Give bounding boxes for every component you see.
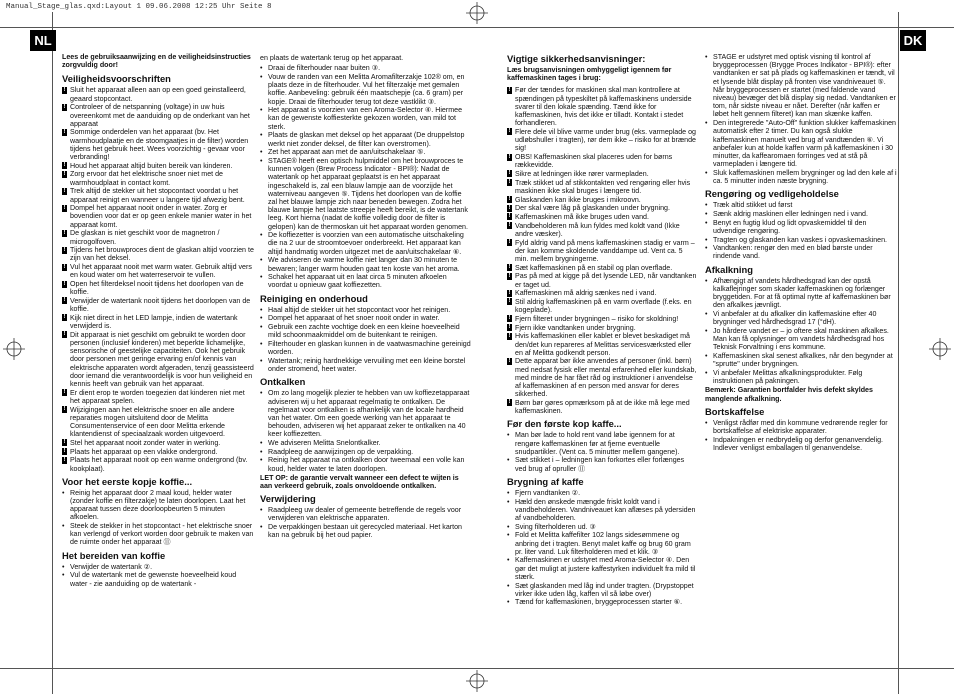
bullet-icon: •	[260, 305, 263, 314]
item-text: Jo hårdere vandet er – jo oftere skal maskinen afkalkes. Man kan få oplysninger om vandets hårdhedsgrad hos Teknisk Forvaltning i ens kommune.	[713, 326, 889, 352]
bullet-icon: •	[260, 439, 263, 448]
bullet-item	[260, 273, 472, 289]
section-heading: Verwijdering	[260, 493, 316, 505]
safety-item	[62, 204, 255, 229]
bullet-item	[507, 556, 697, 581]
item-text: OBS! Kaffemaskinen skal placeres uden for børns rækkevidde.	[515, 153, 673, 170]
bullet-item	[507, 523, 697, 531]
item-text: Het apparaat is voorzien van een Aroma-Selector ④. Hiermee kan de gewenste koffiesterkte gekozen worden, van mild tot sterk.	[268, 106, 463, 131]
safety-item	[507, 324, 697, 332]
safety-item	[62, 331, 255, 388]
item-text: Tijdens het brouwproces dient de glaskan altijd voorzien te zijn van het deksel.	[70, 246, 254, 263]
warning-icon: !	[508, 357, 511, 364]
safety-item	[507, 272, 697, 288]
item-text: Dompel het apparaat nooit onder in water. Zorg er bovendien voor dat er op geen enkele manier water in het apparaat komt.	[70, 204, 252, 229]
warning-icon: !	[63, 187, 66, 194]
bullet-item	[260, 231, 472, 256]
bullet-icon: •	[507, 598, 510, 607]
file-header: Manual_Stage_glas.qxd:Layout 1 09.06.2008 12:25 Uhr Seite 8	[6, 3, 272, 11]
item-text: De verpakkingen bestaan uit gerecycled materiaal. Het karton kan na gebruik bij het oud papier.	[268, 523, 463, 540]
bullet-item	[260, 131, 472, 147]
item-text: Trek altijd de stekker uit het stopcontact voordat u het apparaat reinigt en wanneer u langere tijd afwezig bent.	[70, 187, 245, 204]
warning-icon: !	[63, 456, 66, 463]
bullet-item	[705, 277, 897, 310]
item-text: Sommige onderdelen van het apparaat (bv. Het warmhoudplaatje en de stoomgaatjes in de filter) worden tijdens het gebruik heet. Wees voorzichtig - gevaar voor verbranding!	[70, 128, 249, 162]
bullet-icon: •	[260, 456, 263, 465]
safety-item	[507, 222, 697, 238]
section-heading: Ontkalken	[260, 376, 306, 388]
warning-icon: !	[63, 406, 66, 413]
item-text: Vi anbefaler at du afkalker din kaffemaskine efter 40 brygninger ved hårdhedsgrad 17 (°dH).	[713, 309, 877, 327]
item-text: Watertank; reinig hardnekkige vervuiling met een kleine borstel onder stromend, heet water.	[268, 356, 466, 374]
item-text: Om zo lang mogelijk plezier te hebben van uw koffiezetapparaat adviseren wij u het apparaat regelmatig te ontkalken. De regelmaat voor ontkalken is afhankelijk van de locale hardheid van het water. Om een goede werking van het apparaat te behouden, adviseren wij het apparaat zeker te ontkalken na 40 keer koffiezetten.	[268, 389, 470, 439]
bullet-icon: •	[705, 168, 708, 177]
warning-icon: !	[508, 86, 511, 93]
warning-icon: !	[508, 213, 511, 220]
bullet-icon: •	[260, 506, 263, 515]
bullet-icon: •	[705, 119, 708, 128]
section-heading: Reiniging en onderhoud	[260, 292, 368, 304]
bullet-item	[260, 73, 472, 106]
safety-item	[507, 357, 697, 398]
bullet-icon: •	[260, 273, 263, 282]
bullet-item	[260, 523, 472, 539]
safety-item	[507, 204, 697, 212]
bullet-item	[260, 256, 472, 272]
safety-item	[62, 389, 255, 405]
bullet-icon: •	[260, 314, 263, 323]
item-text: Raadpleeg de aanwijzingen op de verpakking.	[268, 447, 414, 456]
registration-mark-icon	[466, 2, 488, 24]
safety-item	[62, 128, 255, 161]
safety-item	[507, 298, 697, 314]
safety-item	[62, 229, 255, 245]
safety-item	[507, 170, 697, 178]
item-text: Tænd for kaffemaskinen, bryggeprocessen starter ⑥.	[515, 598, 683, 607]
bullet-item	[260, 439, 472, 447]
section-heading: Rengøring og vedligeholdelse	[705, 188, 839, 200]
item-text: Sluit het apparaat alleen aan op een goed geinstalleerd, geaard stopcontact.	[70, 86, 246, 103]
top-trim-line	[0, 27, 954, 28]
item-text: Sikre at ledningen ikke rører varmepladen.	[515, 169, 649, 178]
bullet-item	[705, 369, 897, 385]
section-heading: Bortskaffelse	[705, 405, 765, 417]
item-text: Fjern filteret under brygningen – risiko for skoldning!	[515, 314, 679, 323]
safety-item	[507, 153, 697, 169]
bullet-item	[705, 244, 897, 260]
warning-icon: !	[63, 448, 66, 455]
bullet-icon: •	[705, 368, 708, 377]
bullet-item	[507, 489, 697, 497]
item-text: Dit apparaat is niet geschikt om gebruikt te worden door personen (inclusief kinderen) met beperkte lichamelijke, sensorische of geestelijke capaciteiten. Ook het gebruik door personen met geringe ervaring en/of kennis van elektrische apparaten wordt afgeraden, tenzij geassisteerd door iemand die verantwoordelijk is voor hun veiligheid en kennis heeft van gebruik van het apparaat.	[70, 330, 254, 389]
safety-item	[62, 86, 255, 102]
bullet-icon: •	[705, 309, 708, 318]
safety-item	[62, 187, 255, 203]
warning-icon: !	[508, 179, 511, 186]
paragraph: LET OP: de garantie vervalt wanneer een defect te wijten is aan verkeerd gebruik, zoals onvoldoende ontkalken.	[260, 473, 459, 491]
bullet-icon: •	[705, 352, 708, 360]
bullet-icon: •	[260, 231, 263, 240]
item-text: Træk altid stikket ud først	[713, 201, 793, 210]
item-text: Kaffemaskinen må aldrig sænkes ned i vand.	[515, 289, 657, 298]
warning-icon: !	[63, 314, 66, 321]
language-tab-dk: DK	[900, 30, 926, 51]
warning-icon: !	[508, 332, 511, 339]
bullet-icon: •	[507, 431, 510, 440]
item-text: Fyld aldrig vand på mens kaffemaskinen stadig er varm – der kan komme skoldende vanddampe ud. Vent ca. 5 min. mellem brygningerne.	[515, 238, 695, 263]
item-text: Er dient erop te worden toegezien dat kinderen niet met het apparaat spelen.	[70, 388, 245, 405]
item-text: Før der tændes for maskinen skal man kontrollere at spændingen på typeskiltet på kaffemaskinens underside svarer til den lokale spænding. Tænd ikke for kaffemaskinen, hvis det ikke er tilladt. Kontakt i stedet forhandleren.	[515, 86, 692, 128]
item-text: Hæld den ønskede mængde friskt koldt vand i vandbeholderen. Vandniveauet kan aflæses på ydersiden af vandbeholderen.	[515, 497, 696, 522]
item-text: Plaats het apparaat op een vlakke ondergrond.	[70, 447, 218, 456]
bullet-item	[705, 169, 897, 185]
item-text: Plaats het apparaat nooit op een warme ondergrond (bv. kookplaat).	[70, 456, 248, 473]
safety-item	[62, 103, 255, 128]
safety-item	[62, 406, 255, 439]
safety-item	[507, 196, 697, 204]
bullet-item	[260, 340, 472, 356]
bullet-item	[507, 598, 697, 606]
bullet-icon: •	[62, 571, 65, 580]
bullet-item	[260, 64, 472, 72]
registration-mark-icon	[929, 338, 951, 360]
warning-icon: !	[63, 162, 66, 169]
safety-item	[62, 246, 255, 262]
safety-item	[507, 332, 697, 357]
item-text: Steek de stekker in het stopcontact - het elektrische snoer kan verlengd of verkort worden door gebruik te maken van de ruimte onder het apparaat ⑪	[70, 522, 254, 547]
safety-item	[62, 170, 255, 186]
bullet-icon: •	[705, 244, 708, 253]
item-text: Benyt en fugtig klud og lidt opvaskemiddel til den udvendige rengøring.	[713, 218, 867, 235]
item-text: Zet het apparaat aan met de aan/uitschakelaar ⑤.	[268, 148, 426, 157]
bullet-item	[260, 314, 472, 322]
registration-mark-icon	[466, 670, 488, 692]
bullet-icon: •	[260, 447, 263, 456]
column-dk-left	[507, 50, 697, 667]
warning-icon: !	[508, 128, 511, 135]
warning-icon: !	[63, 389, 66, 396]
warning-icon: !	[63, 263, 66, 270]
bullet-item	[260, 506, 472, 522]
bullet-item	[260, 157, 472, 231]
bullet-item	[705, 219, 897, 235]
item-text: Plaats de glaskan met deksel op het apparaat (De druppelstop werkt niet zonder deksel, de filter kan overstromen).	[268, 131, 465, 148]
warning-icon: !	[63, 297, 66, 304]
safety-item	[507, 86, 697, 127]
warning-icon: !	[63, 280, 66, 287]
warning-icon: !	[508, 196, 511, 203]
item-text: We adviseren de warme koffie niet langer dan 30 minuten te bewaren; langer warm houden gaat ten koste van het aroma.	[268, 256, 460, 273]
item-text: Raadpleeg uw dealer of gemeente betreffende de regels voor verwijderen van elektrische apparaten.	[268, 506, 462, 523]
warning-icon: !	[508, 399, 511, 406]
item-text: STAGE er udstyret med optisk visning til kontrol af bryggeprocessen (Brygge Proces Indikator - BPI®): efter vandtanken er sat på plads og kaffemaskinen er tændt, vil et lysende blåt display på fronten vise vandniveauet ⑤. Når bryggeprocessen er startet (med faldende vand niveau) bevæger det blå display sig nedad. Vandtanken er tom, når sidste niveau er nået. Derefter (når kaffen er løbet helt gennem filteret) kan man skænke kaffen.	[713, 53, 896, 119]
warning-icon: !	[508, 204, 511, 211]
item-text: Vul de watertank met de gewenste hoeveelheid koud water - zie aanduiding op de watertank -	[70, 571, 237, 588]
section-heading: Før den første kop kaffe...	[507, 418, 622, 430]
column-dk-right	[705, 53, 897, 667]
bullet-item	[705, 210, 897, 218]
bullet-icon: •	[705, 218, 708, 227]
section-heading: Brygning af kaffe	[507, 475, 584, 487]
item-text: Verwijder de watertank nooit tijdens het doorlopen van de koffie.	[70, 296, 251, 314]
bullet-item	[705, 436, 897, 452]
warning-icon: !	[508, 298, 511, 305]
bullet-icon: •	[507, 556, 510, 565]
safety-item	[62, 456, 255, 472]
item-text: Børn bør gøres opmærksom på at de ikke må lege med kaffemaskinen.	[515, 398, 690, 416]
item-text: Fjern ikke vandtanken under brygning.	[515, 323, 636, 332]
bullet-icon: •	[260, 340, 263, 348]
item-text: Vi anbefaler Melittas afkalkningsprodukter. Følg instruktionen på pakningen.	[713, 368, 863, 386]
bullet-item	[705, 352, 897, 368]
bullet-icon: •	[507, 488, 510, 497]
item-text: Venligst rådfør med din kommune vedrørende regler for bortskaffelse af elektriske apparater.	[713, 418, 888, 435]
safety-item	[507, 179, 697, 195]
bullet-icon: •	[507, 522, 510, 531]
bullet-icon: •	[507, 456, 510, 465]
bullet-item	[705, 236, 897, 244]
item-text: Open het filterdeksel nooit tijdens het doorlopen van de koffie.	[70, 280, 244, 297]
item-text: Dompel het apparaat of het snoer nooit onder in water.	[268, 314, 440, 323]
item-text: Sving filterholderen ud. ③	[515, 522, 596, 531]
bullet-icon: •	[705, 435, 708, 444]
bullet-item	[507, 431, 697, 456]
bullet-item	[62, 489, 255, 522]
bottom-trim-line	[0, 668, 954, 669]
item-text: Vul het apparaat nooit met warm water. Gebruik altijd vers en koud water om het waterreservoir te vullen.	[70, 263, 252, 280]
safety-item	[62, 314, 255, 330]
bullet-item	[260, 306, 472, 314]
bullet-icon: •	[705, 276, 708, 285]
bullet-item	[507, 582, 697, 598]
bullet-icon: •	[507, 497, 510, 506]
warning-icon: !	[63, 331, 66, 338]
safety-item	[507, 264, 697, 272]
bullet-item	[507, 456, 697, 472]
item-text: Haal altijd de stekker uit het stopcontact voor het reinigen.	[268, 305, 451, 314]
safety-item	[62, 448, 255, 456]
bullet-item	[260, 389, 472, 438]
bullet-icon: •	[260, 389, 263, 398]
safety-item	[62, 439, 255, 447]
item-text: De koffiezetter is voorzien van een automatische uitschakeling die na 2 uur de stroomtoevoer onderbreekt. Het apparaat kan altijd handmatig worden uitgezet met de aan/uitschakelaar ⑥.	[268, 231, 464, 256]
item-text: Filterhouder en glaskan kunnen in de vaatwasmachine gereinigd worden.	[268, 340, 471, 357]
bullet-item	[62, 522, 255, 547]
warning-icon: !	[508, 222, 511, 229]
warning-icon: !	[508, 170, 511, 177]
bullet-icon: •	[705, 201, 708, 210]
bullet-item	[705, 53, 897, 119]
item-text: Sluk kaffemaskinen mellem brygninger og lad den køle af i ca. 5 minutter inden næste brygning.	[713, 168, 897, 186]
item-text: Gebruik een zachte vochtige doek en een kleine hoeveelheid mild schoonmaakmiddel om de buitenkant te reinigen.	[268, 323, 460, 340]
bullet-icon: •	[260, 256, 263, 265]
item-text: Glaskanden kan ikke bruges i mikroovn.	[515, 195, 641, 204]
bullet-icon: •	[260, 131, 263, 140]
item-text: Reinig het apparaat na ontkalken door tweemaal een volle kan koud, helder water te laten doorlopen.	[268, 456, 465, 473]
item-text: Hvis kaffemaskinen eller kablet er blevet beskadiget må den/det kun repareres af Melittas servicesværksted eller en af Melitta godkendt person.	[515, 332, 692, 357]
item-text: Fjern vandtanken ②.	[515, 488, 581, 497]
left-trim-line	[52, 12, 53, 694]
item-text: Kaffemaskinen må ikke bruges uden vand.	[515, 212, 649, 221]
safety-item	[507, 128, 697, 153]
item-text: Flere dele vil blive varme under brug (eks. varmeplade og udløbshuller i tragten), rør dem ikke – risiko for at brænde sig!	[515, 127, 696, 153]
warning-icon: !	[63, 204, 66, 211]
item-text: Zorg ervoor dat het elektrische snoer niet met de warmhoudplaat in contact komt.	[70, 170, 223, 187]
warning-icon: !	[63, 246, 66, 253]
safety-item	[507, 315, 697, 323]
safety-item	[62, 162, 255, 170]
warning-icon: !	[63, 170, 66, 177]
bullet-item	[705, 201, 897, 209]
warning-icon: !	[63, 439, 66, 446]
safety-item	[62, 263, 255, 279]
item-text: Indpakningen er nedbrydelig og derfor genanvendelig. Indlever venligst emballagen til genanvendelse.	[713, 435, 883, 452]
item-text: Sæt kaffemaskinen på en stabil og plan overflade.	[515, 263, 673, 272]
bullet-item	[705, 327, 897, 352]
warning-icon: !	[508, 239, 511, 246]
section-heading: Veiligheidsvoorschriften	[62, 73, 171, 85]
bullet-icon: •	[507, 531, 510, 540]
bullet-icon: •	[260, 148, 263, 157]
item-text: Sæt glaskanden med låg ind under tragten. (Drypstoppet virker ikke uden låg, kaffen vil så løbe over)	[515, 581, 694, 598]
bullet-item	[260, 448, 472, 456]
bullet-icon: •	[260, 64, 263, 73]
bullet-icon: •	[260, 523, 263, 532]
bullet-item	[260, 456, 472, 472]
warning-icon: !	[508, 324, 511, 331]
bullet-icon: •	[260, 106, 263, 115]
bullet-item	[260, 106, 472, 131]
safety-item	[62, 280, 255, 296]
warning-icon: !	[63, 103, 66, 110]
bullet-icon: •	[705, 209, 708, 218]
item-text: Man bør lade to hold rent vand løbe igennem for at rengøre kaffemaskinen før at fjerne eventuelle snudpartikler. (Vent ca. 5 minutter mellem gangene).	[515, 431, 680, 456]
bullet-item	[260, 357, 472, 373]
section-heading: Afkalkning	[705, 263, 753, 275]
bullet-icon: •	[260, 156, 263, 165]
paragraph: en plaats de watertank terug op het apparaat.	[260, 54, 404, 62]
section-heading: Voor het eerste kopje koffie...	[62, 475, 193, 487]
item-text: Draai de filterhouder naar buiten ③.	[268, 64, 381, 73]
bullet-item	[507, 498, 697, 523]
bullet-item	[705, 419, 897, 435]
safety-item	[507, 213, 697, 221]
bullet-icon: •	[260, 323, 263, 332]
item-text: De glaskan is niet geschikt voor de magnetron / microgolfoven.	[70, 229, 220, 246]
item-text: Verwijder de watertank ②.	[70, 562, 153, 571]
warning-icon: !	[508, 264, 511, 271]
item-text: Sænk aldrig maskinen eller ledningen ned i vand.	[713, 209, 868, 218]
bullet-icon: •	[260, 72, 263, 81]
bullet-icon: •	[705, 53, 708, 61]
bullet-icon: •	[705, 235, 708, 244]
warning-icon: !	[508, 272, 511, 279]
item-text: Pas på med at kigge på det lysende LED, når vandtanken er taget ud.	[515, 272, 697, 289]
bullet-icon: •	[507, 581, 510, 590]
bullet-item	[705, 119, 897, 168]
warning-icon: !	[508, 315, 511, 322]
right-trim-line	[898, 12, 899, 694]
item-text: Vouw de randen van een Melitta Aromafilterzakje 102® om, en plaats deze in de filterhouder. Vul het filterzakje met gemalen koffie. Aanbeveling: gebruik één maatschepje (ca. 6 gram) per kopje. Draai de filterhouder terug tot deze vastklikt ③.	[268, 72, 465, 106]
item-text: Træk stikket ud af stikkontakten ved rengøring eller hvis maskinen ikke skal bruges i længere tid.	[515, 178, 691, 195]
item-text: Wijzigingen aan het elektrische snoer en alle andere reparaties mogen uitsluitend door de Melitta Consumentenservice of een door Melitta erkende klantendienst of speciaalzaak worden uitgevoerd.	[70, 405, 235, 439]
item-text: Kijk niet direct in het LED lampje, indien de watertank verwijderd is.	[70, 313, 238, 331]
safety-item	[507, 399, 697, 415]
registration-mark-icon	[3, 338, 25, 360]
item-text: Houd het apparaat altijd buiten bereik van kinderen.	[70, 161, 233, 170]
item-text: Afhængigt af vandets hårdhedsgrad kan der opstå kalkaflejringer som skader kaffemaskinen og forlænger bryggetiden. For at få optimal nytte af kaffemaskinen bør den afkalkes jævnligt.	[713, 276, 891, 310]
safety-item	[507, 239, 697, 264]
bullet-icon: •	[705, 418, 708, 427]
bullet-icon: •	[62, 488, 65, 497]
item-text: Dette apparat bør ikke anvendes af personer (inkl. børn) med nedsat fysisk eller mental erfarenhed eller kundskab, med mindre de har fået råd og instruktioner i anvendelse af kaffemaskinen af en person med ansvar for deres sikkerhed.	[515, 357, 697, 399]
column-nl-right	[260, 53, 472, 667]
bullet-item	[705, 310, 897, 326]
bullet-icon: •	[260, 356, 263, 365]
item-text: Den integrerede "Auto-Off" funktion slukker kaffemaskinen automatisk efter 2 timer. Du kan også slukke kaffemaskinen manuelt ved brug af vandtænden ⑥. Vi anbefaler kun at holde kaffen varm på kaffemaskinen i 30 minutter, da kaffearomaen forringes ved at stå på varmepladen i længere tid.	[713, 119, 897, 169]
item-text: STAGE® heeft een optisch hulpmiddel om het brouwproces te kunnen volgen (Brew Process Indicator - BPI®): Nadat de watertank op het apparaat geplaatst is en het apparaat ingeschakeld is, zal een blauw lampje aan de voorzijde het waterniveau aangeven ⑤. Tijdens het doorlopen van de koffie zal het blauwe lampje zich naar beneden bewegen. Zodra het blauwe lampje het laatste streepje heeft bereikt, is de watertank leeg. Kort hierna (nadat de koffie volledig door de filter is gelopen) kan de thermoskan uit het apparaat worden genomen.	[268, 156, 468, 231]
item-text: Stil aldrig kaffemaskinen på en varm overflade (f.eks. en kogeplade).	[515, 297, 692, 315]
warning-icon: !	[508, 153, 511, 160]
language-tab-nl: NL	[30, 30, 56, 51]
bullet-item	[260, 323, 472, 339]
bullet-icon: •	[62, 562, 65, 571]
item-text: Vandbeholderen må kun fyldes med koldt vand (Ikke andre væsker).	[515, 221, 680, 238]
item-text: Kaffemaskinen er udstyret med Aroma-Selector ④. Den gør det muligt at justere kaffestyrken individuelt fra mild til stærk.	[515, 556, 696, 581]
bullet-item	[62, 563, 255, 571]
item-text: Vandtanken: rengør den med en blød børste under rindende vand.	[713, 244, 873, 261]
item-text: Der skal være låg på glaskanden under brygning.	[515, 204, 670, 213]
intro-text: Læs brugsanvisningen omhyggeligt igennem før kaffemaskinen tages i brug:	[507, 66, 672, 83]
warning-icon: !	[63, 86, 66, 93]
item-text: Sæt stikket i – ledningen kan forkortes eller forlænges ved brug af opruller ⑪	[515, 456, 685, 473]
item-text: Controleer of de netspanning (voltage) in uw huis overeenkomt met de aanduiding op de onderkant van het apparaat	[70, 103, 250, 128]
safety-item	[507, 289, 697, 297]
section-heading: Het bereiden van koffie	[62, 549, 166, 561]
bullet-item	[260, 148, 472, 156]
warning-icon: !	[63, 229, 66, 236]
warning-icon: !	[63, 128, 66, 135]
item-text: Reinig het apparaat door 2 maal koud, helder water (zonder koffie en filterzakje) te laten doorlopen. Laat het apparaat tussen deze doorloopbeurten 5 minuten afkoelen.	[70, 488, 246, 522]
warning-icon: !	[508, 289, 511, 296]
item-text: Fold et Melitta kaffefilter 102 langs sidesømmene og anbring det i tragten. Benyt malet kaffe og brug 60 gram pr. liter vand. Luk filterholderen med et klik. ③	[515, 531, 691, 556]
bullet-icon: •	[62, 522, 65, 531]
item-text: Stel het apparaat nooit zonder water in werking.	[70, 438, 221, 447]
section-heading: Vigtige sikkerhedsanvisninger:	[507, 53, 646, 64]
paragraph: Bemærk: Garantien bortfalder hvis defekt skyldes manglende afkalkning.	[705, 386, 873, 403]
bullet-icon: •	[705, 326, 708, 335]
item-text: Schakel het apparaat uit en laat circa 5 minuten afkoelen voordat u opnieuw gaat koffiezetten.	[268, 273, 447, 290]
item-text: We adviseren Melitta Snelontkalker.	[268, 439, 381, 448]
item-text: Kaffemaskinen skal senest afkalkes, når den begynder at "sprutte" under brygningen.	[713, 352, 893, 369]
safety-item	[62, 297, 255, 313]
column-nl-left	[62, 53, 255, 667]
intro-text: Lees de gebruiksaanwijzing en de veiligheidsinstructies zorgvuldig door!	[62, 53, 251, 70]
bullet-item	[62, 571, 255, 587]
bullet-item	[507, 531, 697, 556]
item-text: Tragten og glaskanden kan vaskes i opvaskemaskinen.	[713, 235, 888, 244]
